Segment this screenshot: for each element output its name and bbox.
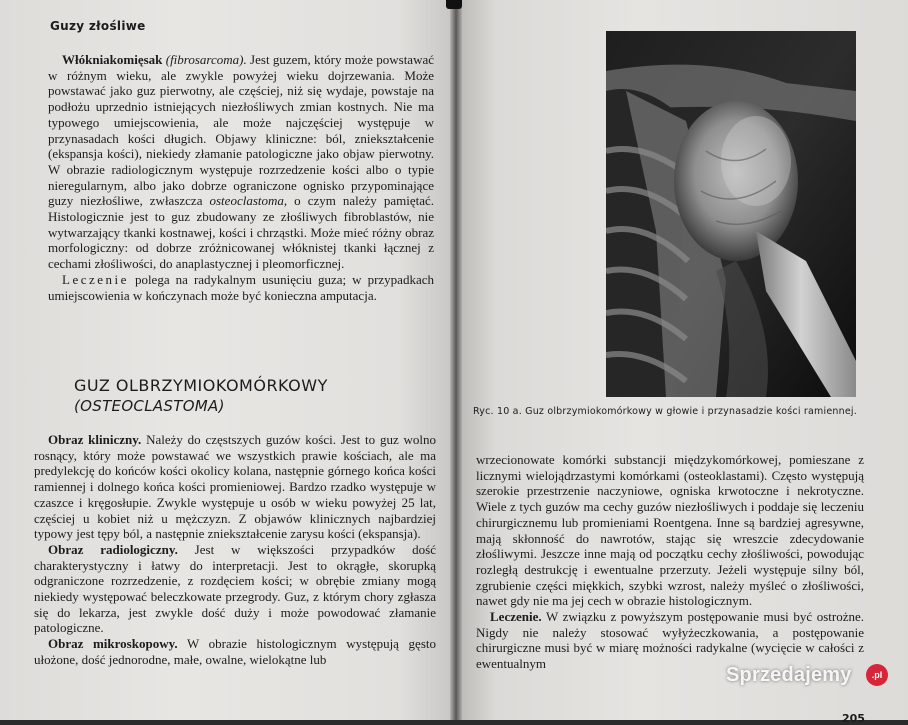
fibrosarcoma-text-end: , o czym należy pamiętać. Histologicznie jest to guz zbudowany ze złośliwych fibroblastów, nie wytwarzający tkanki kostnawej, kości i chrząstki. Może mieć różny obraz morfologiczny: od dobrze zróżnicowanej włóknistej tkanki łącznej z cechami złośliwości, do anaplastycznej i pleomorficznej. <box>48 193 434 272</box>
fibrosarcoma-latin: (fibrosarcoma). <box>165 52 247 67</box>
microscopic-paragraph <box>34 636 436 667</box>
treatment-text: W związku z powyższym postępowanie musi być ostrożne. Nigdy nie należy stosować wyłyżeczkowania, a postępowanie chirurgiczne musi być w miarę możności radykalne (wycięcie w całości z ewentualnym <box>476 609 864 672</box>
microscopic-label: Obraz mikroskopowy. <box>48 636 178 652</box>
running-header: Guzy złośliwe <box>50 19 146 33</box>
fibrosarcoma-italic-term: osteoclastoma <box>209 193 284 209</box>
fibrosarcoma-treatment-label: Leczenie <box>62 271 129 287</box>
clinical-label: Obraz kliniczny. <box>48 432 142 447</box>
watermark-text: Sprzedajemy <box>726 664 852 686</box>
radiological-paragraph <box>34 542 436 636</box>
right-text-section <box>476 452 864 672</box>
section-subtitle: (OSTEOCLASTOMA) <box>74 397 225 415</box>
clinical-text: Należy do częstszych guzów kości. Jest to guz wolno rosnący, który może powstawać we wszystkich prawie kościach, ale ma predylekcję do końców kości okolicy kolana, następnie górnego końca kości ramiennej i dolnego końca kości promieniowej. Bardzo rzadko występuje w czaszce i kręgosłupie. Zwykle występuje u osób w wieku powyżej 25 lat, częściej u kobiet niż u mężczyzn. Z objawów klinicznych najbardziej typowy jest tępy ból, a następnie zniekształcenie zarysu kości (ekspansja). <box>34 432 437 542</box>
fibrosarcoma-text: Jest guzem, który może powstawać w różnym wieku, ale zwykle powyżej wieku dojrzewania. Może powstawać jako guz pierwotny, ale częściej, niż się wydaje, powstaje na podłożu uprzednio istniejących niezłośliwych zmian kostnych. Nie ma typowego umiejscowienia, ale może najczęściej występuje w przynasadach kości długich. Objawy kliniczne: ból, zniekształcenie (ekspansja kości), niekiedy złamanie patologiczne jako objaw pierwotny. W obrazie radiologicznym występuje rozrzedzenie kości albo o typie nieregularnym, albo jako dobrze ograniczone ognisko przypominające guzy niezłośliwe, zwłaszcza <box>48 52 434 209</box>
figure-caption: Ryc. 10 a. Guz olbrzymiokomórkowy w głowie i przynasadzie kości ramiennej. <box>473 406 857 417</box>
page-number: 205 <box>842 712 865 725</box>
osteoclastoma-section <box>34 432 436 668</box>
xray-image <box>606 31 856 397</box>
fibrosarcoma-paragraph <box>48 52 434 272</box>
treatment-paragraph <box>476 609 864 672</box>
treatment-label: Leczenie. <box>490 609 542 625</box>
book-gutter <box>450 0 462 720</box>
fibrosarcoma-treatment-text: polega na radykalnym usunięciu guza; w przypadkach umiejscowienia w kończynach może być konieczna amputacja. <box>48 271 434 303</box>
section-title: GUZ OLBRZYMIOKOMÓRKOWY <box>74 376 328 395</box>
radiological-label: Obraz radiologiczny. <box>48 541 178 557</box>
binding-mark <box>446 0 462 9</box>
watermark-badge: .pl <box>866 664 888 686</box>
fibrosarcoma-treatment <box>48 272 434 303</box>
fibrosarcoma-section <box>48 52 434 303</box>
right-paragraph: wrzecionowate komórki substancji międzykomórkowej, pomieszane z licznymi wielojądrzastymi komórkami (osteoklastami). Często występują szerokie przestrzenie naczyniowe, ogniska krwotoczne i nekrotyczne. Wiele z tych guzów ma cechy guzów niezłośliwych i poddaje się leczeniu chirurgicznemu lub promieniami Roentgena. Inne są bardziej agresywne, mają skłonność do nawrotów, stając się wreszcie zdecydowanie złośliwymi. Jeszcze inne mają od początku cechy złośliwości, powodując rozległą destrukcję i ewentualne przerzuty. Jeżeli występuje silny ból, zgrubienie części miękkich, szybki wzrost, należy myśleć o złośliwości, nawet gdy nie ma jej cech w obrazie histologicznym. <box>476 452 864 609</box>
clinical-paragraph <box>34 432 436 542</box>
xray-figure <box>606 31 856 397</box>
radiological-text: Jest w większości przypadków dość charakterystyczny i łatwy do interpretacji. Jest to okrągłe, skorupką odgraniczone rozrzedzenie, z rozdęciem kości; w obrębie zmiany mogą niekiedy występować beleczkowate przegrody. Guz, z którym chory zgłasza się do lekarza, jest zwykle dość duży i może powodować złamanie patologiczne. <box>34 541 437 636</box>
microscopic-text: W obrazie histologicznym występują gęsto ułożone, dość jednorodne, małe, owalne, wielokątne lub <box>34 636 436 667</box>
fibrosarcoma-term: Włókniakomięsak <box>62 52 163 67</box>
